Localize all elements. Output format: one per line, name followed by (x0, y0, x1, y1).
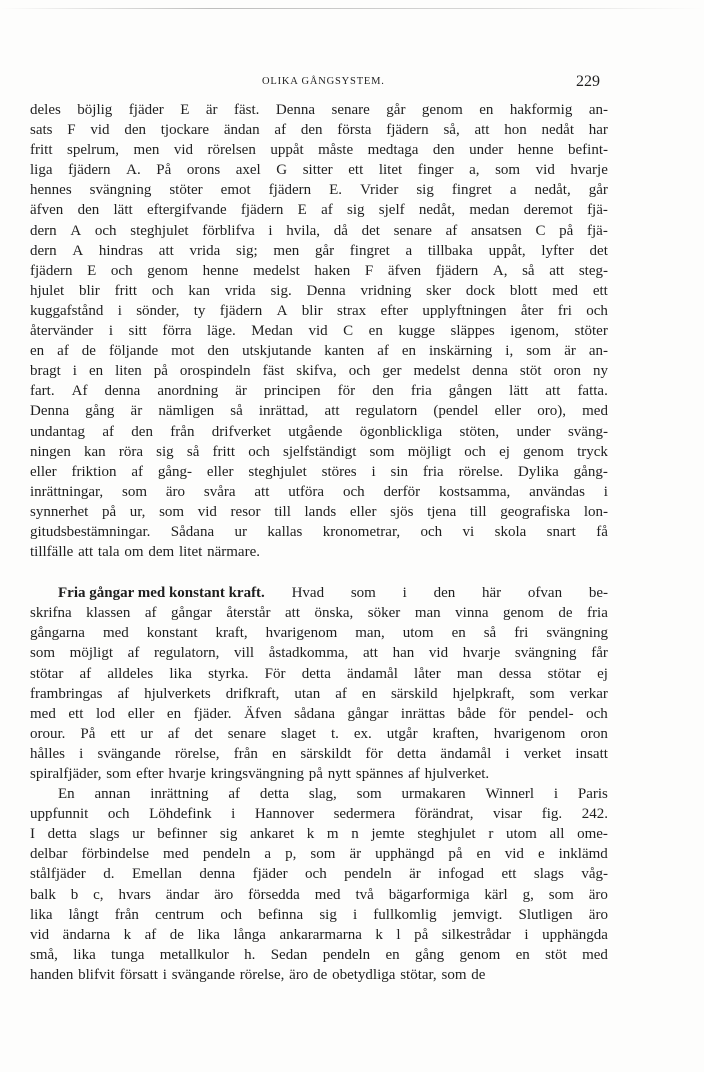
text-line: uppfunnit och Löhdefink i Hannover sedermera förändrat, visar fig. 242. (30, 806, 608, 823)
text-line: återvänder i sitt förra läge. Medan vid C en kugge släppes igenom, stöter (30, 323, 608, 340)
text-line: orour. På ett ur af det senare slaget t. ex. utgår kraften, hvarigenom oron (30, 725, 608, 742)
text-line: frambringas af hjulverkets drifkraft, utan af en särskild hjelpkraft, som verkar (30, 685, 608, 702)
text-line: med ett lod eller en fjäder. Äfven sådana gångar inrättas både för pendel- och (30, 705, 608, 722)
text-line: inrättningar, som äro svåra att utföra och derför kostsamma, användas i (30, 483, 608, 500)
paragraph (30, 784, 608, 985)
text-line: små, lika tunga metallkulor h. Sedan pendeln en gång genom en stöt med (30, 946, 608, 963)
section-heading: Fria gångar med konstant kraft. (58, 585, 265, 602)
text-line: hjulet blir fritt och kan vrida sig. Denna vridning sker dock blott med ett (30, 282, 608, 299)
text-line: gångarna med konstant kraft, hvarigenom man, utom en så fri svängning (30, 625, 608, 642)
page-number: 229 (576, 73, 600, 90)
text-line: deles böjlig fjäder E är fäst. Denna senare går genom en hakformig an- (30, 102, 608, 118)
page-header (0, 73, 704, 93)
text-line: delbar förbindelse med pendeln a p, som är upphängd på en vid e inklämd (30, 846, 608, 863)
text-line: spiralfjäder, som efter hvarje kringsvängning på nytt spännes af hjulverket. (30, 766, 490, 782)
text-line: sats F vid den tjockare ändan af den första fjädern så, att hon nedåt har (30, 122, 608, 139)
body-text (30, 100, 608, 985)
text-line: fritt spelrum, men vid rörelsen uppåt måste medtaga den under henne befint- (30, 142, 608, 159)
text-line: synnerhet på ur, som vid resor till lands eller sjös tjena till geografiska lon- (30, 503, 608, 520)
text-line: kuggafstånd i sönder, ty fjädern A blir strax efter upplyftningen åter fri och (30, 302, 608, 319)
text-line: tillfälle att tala om dem litet närmare. (30, 544, 260, 561)
text-line: lika långt från centrum och befinna sig i fullkomlig jemvigt. Slutligen äro (30, 906, 608, 923)
text-line: ningen kan röra sig så fritt och sjelfständigt som möjligt och ej genom tryck (30, 443, 608, 460)
text-line: en af de följande mot den utskjutande kanten af en inskärning i, som är an- (30, 343, 608, 360)
text-line: En annan inrättning af detta slag, som urmakaren Winnerl i Paris (58, 786, 608, 803)
paragraph (30, 100, 608, 562)
text-line: stålfjäder d. Emellan denna fjäder och pendeln är infogad ett slags våg- (30, 866, 608, 883)
text-line: bragt i en liten på orospindeln fäst skifva, och ger medelst denna stöt oron ny (30, 363, 608, 380)
text-line: som möjligt af regulatorn, vill åstadkomma, att han vid hvarje svängning får (30, 645, 608, 662)
text-line: skrifna klassen af gångar återstår att önska, söker man vinna genom de fria (30, 605, 608, 622)
text-line: liga fjädern A. På orons axel G sitter ett litet finger a, som vid hvarje (30, 162, 608, 179)
text-line: Fria gångar med konstant kraft. Hvad som i den här ofvan be- (30, 583, 608, 603)
text-line: dern A hindras att vrida sig; men går fingret a tillbaka uppåt, lyfter det (30, 242, 608, 259)
text-line: undantag af den från drifverket utgående ögonblickliga stöten, under sväng- (30, 423, 608, 440)
text-line: äfven den lätt eftergifvande fjädern E af sig sjelf nedåt, medan deremot fjä- (30, 202, 608, 219)
text-line: stötar af alldeles lika styrka. För detta ändamål låter man dessa stötar ej (30, 665, 608, 682)
paragraph-gap (30, 562, 608, 583)
text-line: handen blifvit försatt i svängande rörelse, äro de obetydliga stötar, som de (30, 966, 486, 983)
text-line: fart. Af denna anordning är principen för den fria gången lätt att fatta. (30, 383, 608, 400)
text-line: dern A och steghjulet förblifva i hvila, då det senare af ansatsen C på fjä- (30, 222, 608, 239)
text-line: fjädern E och genom henne medelst haken F äfven fjädern A, så att steg- (30, 262, 608, 279)
text-line: balk b c, hvars ändar äro försedda med två bägarformiga kärl g, som äro (30, 886, 608, 903)
text-line: eller friktion af gång- eller steghjulet störes i sin fria rörelse. Dylika gång- (30, 463, 608, 480)
text-line: I detta slags ur befinner sig ankaret k m n jemte steghjulet r utom all ome- (30, 826, 608, 843)
text-line: gitudsbestämningar. Sådana ur kallas kronometrar, och vi skola snart få (30, 523, 608, 540)
text-line: hennes svängning stöter emot fjädern E. Vrider sig fingret a nedåt, går (30, 182, 608, 199)
paragraph (30, 583, 608, 784)
page-top-edge (0, 8, 704, 9)
text-line: vid ändarna k af de lika långa ankararmarna k l på silkestrådar i upphängda (30, 926, 608, 943)
running-title: OLIKA GÅNGSYSTEM. (262, 76, 385, 87)
text-line: hålles i svängande rörelse, från en särskildt för detta ändamål i verket insatt (30, 745, 608, 762)
text-line: Denna gång är nämligen så inrättad, att regulatorn (pendel eller oro), med (30, 403, 608, 420)
